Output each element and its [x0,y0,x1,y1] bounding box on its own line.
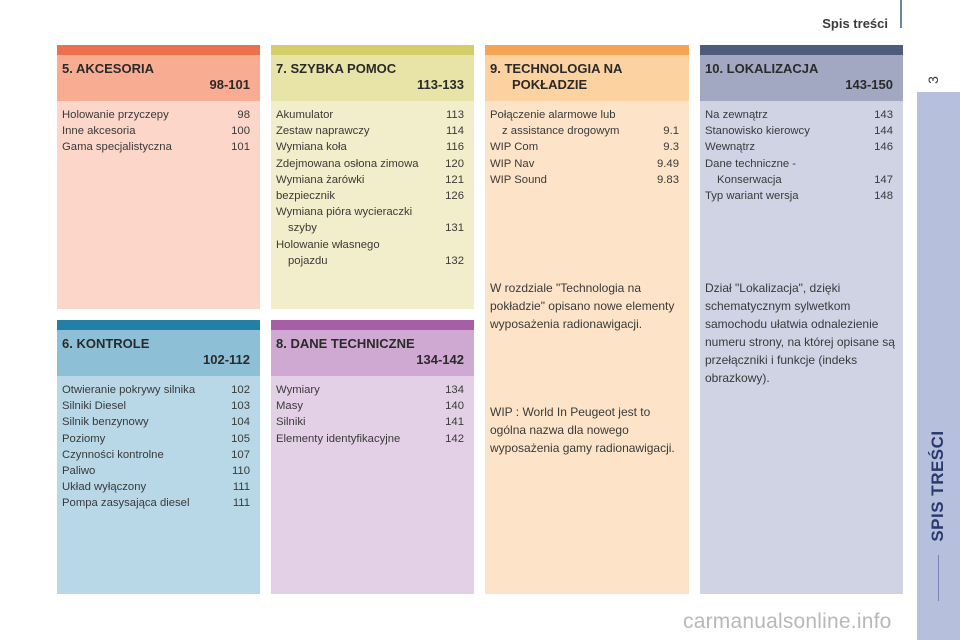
panel-body [57,376,260,594]
section-title: 8. DANE TECHNICZNE [276,336,415,351]
toc-entry [705,139,893,155]
toc-entry [276,431,464,447]
section-page-range: 102-112 [203,352,250,367]
toc-entry-page: 9.1 [663,125,679,138]
toc-entry [276,123,464,139]
section-panel-szybka-pomoc [271,45,474,309]
toc-entry [705,107,893,123]
toc-entry [276,172,464,188]
panel-color-bar [271,45,474,55]
page-number: 3 [924,76,941,84]
toc-entry-page: 131 [445,222,464,235]
panel-body [271,376,474,594]
toc-entry [490,123,679,139]
toc-entry-page: 104 [231,416,250,429]
toc-entry-page: 140 [445,400,464,413]
toc-entry-label: Masy [276,400,303,413]
section-description: Dział "Lokalizacja", dzięki schematycznym sylwetkom samochodu ułatwia odnalezienie numeru strony, na której opisane są przełączniki i funkcje (indeks obrazkowy). [705,281,895,385]
toc-entry [490,107,679,123]
toc-entry [276,253,464,269]
toc-entry-label: Holowanie przyczepy [62,109,169,121]
toc-entry-label: Silniki [276,416,306,429]
toc-entry-page: 121 [445,173,464,186]
toc-entry [276,237,464,253]
toc-entry [62,447,250,463]
toc-entry-label: Akumulator [276,109,334,121]
toc-entry-page: 103 [231,400,250,413]
toc-entry-label: Pompa zasysająca diesel [62,497,190,510]
toc-entry [62,382,250,398]
toc-entry-label: z assistance drogowym [502,125,620,138]
toc-entry-page: 132 [445,254,464,267]
toc-list [62,107,250,156]
toc-entry-page: 114 [445,125,464,138]
toc-entry [276,107,464,123]
toc-entry-page: 143 [874,109,893,121]
panel-color-bar [700,45,903,55]
toc-entry [705,188,893,204]
toc-entry [276,139,464,155]
section-panel-lokalizacja [700,45,903,594]
panel-header [57,330,260,376]
toc-entry-label: Na zewnątrz [705,109,768,121]
toc-entry-page: 107 [231,448,250,461]
toc-entry-label: bezpiecznik [276,190,336,203]
toc-entry-label: Paliwo [62,465,96,478]
toc-entry [62,479,250,495]
toc-entry-label: Wymiana pióra wycieraczki [276,206,413,219]
side-title: SPIS TREŚCI [928,430,947,542]
toc-entry-label: Czynności kontrolne [62,448,164,461]
toc-entry-page: 101 [231,141,250,154]
toc-entry [276,204,464,220]
toc-entry-page: 110 [231,465,250,478]
toc-entry-page: 102 [231,384,250,396]
section-title: 5. AKCESORIA [62,61,154,76]
toc-entry-label: Elementy identyfikacyjne [276,432,401,445]
toc-entry-page: 113 [445,109,464,121]
section-title: 7. SZYBKA POMOC [276,61,397,76]
toc-entry-label: Holowanie własnego [276,238,380,251]
section-page-range: 143-150 [845,77,893,92]
toc-entry [490,156,679,172]
section-panel-dane-techniczne [271,320,474,594]
toc-list [490,107,679,188]
header-divider [900,0,902,28]
toc-entry-page: 134 [445,384,464,396]
toc-entry-label: Gama specjalistyczna [62,141,172,154]
toc-entry-page: 141 [445,416,464,429]
toc-entry-label: Poziomy [62,432,106,445]
panel-color-bar [485,45,689,55]
toc-entry [276,398,464,414]
toc-entry [705,156,893,172]
toc-entry-page: 100 [231,125,250,138]
toc-entry [62,107,250,123]
toc-entry-page: 111 [232,497,250,510]
toc-entry-label: Dane techniczne - [705,157,797,170]
toc-entry-label: Silnik benzynowy [62,416,149,429]
section-note: WIP : World In Peugeot jest to ogólna nazwa dla nowego wyposażenia gamy radionawigacji. [490,405,675,455]
section-description: W rozdziale "Technologia na pokładzie" opisano nowe elementy wyposażenia radionawigacji. [490,281,675,331]
panel-header [271,55,474,101]
section-title: 6. KONTROLE [62,336,150,351]
page-header-title: Spis treści [822,16,888,31]
toc-entry [276,414,464,430]
panel-header [271,330,474,376]
toc-entry-label: Wewnątrz [705,141,756,154]
toc-entry-page: 9.3 [663,141,679,154]
toc-list [276,107,464,269]
section-panel-akcesoria [57,45,260,309]
toc-entry-label: WIP Sound [490,173,547,186]
toc-entry-page: 9.49 [657,157,679,170]
section-title: 10. LOKALIZACJA [705,61,819,76]
toc-entry [490,139,679,155]
toc-entry-label: Wymiana koła [276,141,347,154]
toc-entry [62,431,250,447]
section-title-line2: POKŁADZIE [512,77,588,92]
toc-entry-page: 120 [445,157,464,170]
toc-entry-label: Silniki Diesel [62,400,127,413]
panel-body [485,101,689,594]
toc-entry-label: szyby [288,222,317,235]
toc-entry-label: Konserwacja [717,173,782,186]
toc-entry-label: Otwieranie pokrywy silnika [62,384,196,396]
toc-entry-page: 146 [874,141,893,154]
toc-entry [276,156,464,172]
toc-entry-label: Typ wariant wersja [705,190,799,203]
panel-color-bar [271,320,474,330]
toc-list [62,382,250,512]
panel-header [57,55,260,101]
toc-entry-page: 147 [874,173,893,186]
toc-entry [62,414,250,430]
toc-entry [705,123,893,139]
toc-entry-page: 144 [874,125,893,138]
toc-entry-label: Wymiary [276,384,320,396]
toc-entry [62,463,250,479]
toc-entry-label: WIP Nav [490,157,535,170]
section-panel-technologia [485,45,689,594]
toc-entry-label: Stanowisko kierowcy [705,125,810,138]
toc-list [705,107,893,204]
toc-entry [276,220,464,236]
toc-entry-label: pojazdu [288,254,328,267]
toc-entry [705,172,893,188]
toc-entry-page: 111 [232,481,250,494]
toc-entry-page: 142 [445,432,464,445]
panel-color-bar [57,45,260,55]
toc-entry-page: 148 [874,190,893,203]
toc-entry-page: 126 [445,190,464,203]
section-title-line1: 9. TECHNOLOGIA NA [490,61,623,76]
toc-entry-label: Układ wyłączony [62,481,147,494]
toc-entry-page: 9.83 [657,173,679,186]
panel-body [57,101,260,309]
toc-entry-label: Zdejmowana osłona zimowa [276,157,419,170]
toc-entry-page: 98 [237,109,250,121]
toc-entry [276,382,464,398]
toc-entry [62,398,250,414]
toc-entry [62,123,250,139]
section-page-range: 98-101 [209,77,250,92]
section-panel-kontrole [57,320,260,594]
toc-entry-page: 116 [445,141,464,154]
panel-body [700,101,903,594]
toc-entry-label: Połączenie alarmowe lub [490,109,616,121]
toc-list [276,382,464,447]
panel-header [485,55,689,101]
toc-entry-label: Wymiana żarówki [276,173,365,186]
toc-entry-page: 105 [231,432,250,445]
side-title-divider [938,555,939,601]
toc-entry [276,188,464,204]
toc-entry-label: Inne akcesoria [62,125,136,138]
section-page-range: 134-142 [416,352,464,367]
panel-body [271,101,474,309]
toc-entry [490,172,679,188]
watermark: carmanualsonline.info [683,610,892,633]
toc-entry-label: WIP Com [490,141,539,154]
toc-entry [62,139,250,155]
section-page-range: 113-133 [417,77,464,92]
toc-entry-label: Zestaw naprawczy [276,125,370,138]
panel-color-bar [57,320,260,330]
toc-entry [62,495,250,511]
panel-header [700,55,903,101]
